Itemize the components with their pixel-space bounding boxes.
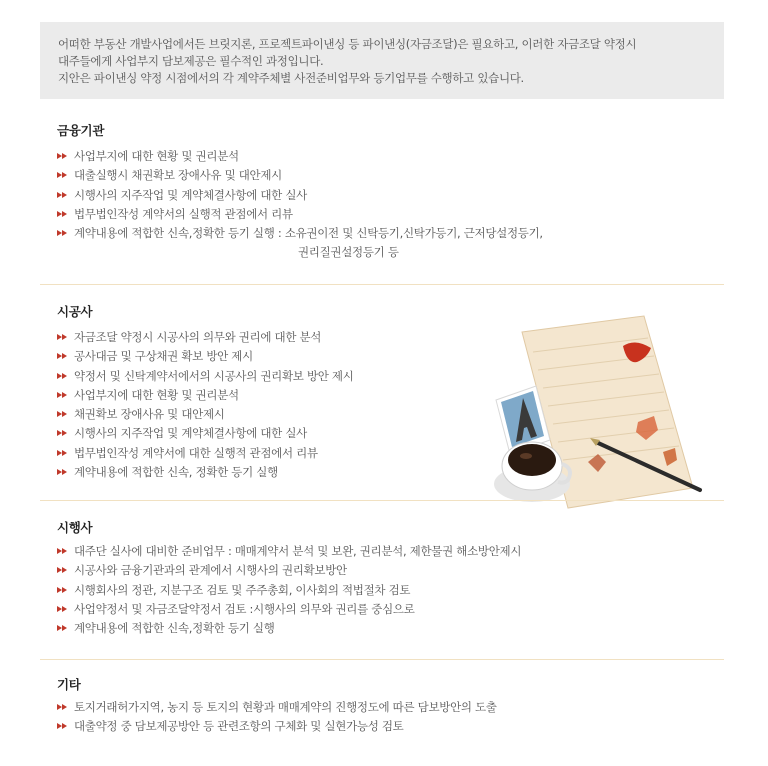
intro-box: [40, 22, 724, 99]
list-item: 시공사와 금융기관과의 관계에서 시행사의 권리확보방안: [57, 561, 521, 580]
list-item: 사업부지에 대한 현황 및 권리분석: [57, 147, 543, 166]
double-arrow-bullet-icon: [57, 334, 70, 341]
double-arrow-bullet-icon: [57, 353, 70, 360]
double-arrow-bullet-icon: [57, 625, 70, 632]
section-divider: [40, 284, 724, 285]
double-arrow-bullet-icon: [57, 153, 70, 160]
section-divider: [40, 659, 724, 660]
list-item: 대출실행시 채권확보 장애사유 및 대안제시: [57, 166, 543, 185]
double-arrow-bullet-icon: [57, 392, 70, 399]
item-list: [57, 147, 543, 263]
double-arrow-bullet-icon: [57, 172, 70, 179]
section-title: 기타: [57, 677, 81, 692]
list-item: 약정서 및 신탁계약서에서의 시공사의 권리확보 방안 제시: [57, 367, 354, 386]
list-item: 계약내용에 적합한 신속,정확한 등기 실행 : 소유권이전 및 신탁등기,신탁가등기, 근저당설정등기,: [57, 224, 543, 243]
double-arrow-bullet-icon: [57, 704, 70, 711]
section-title: 시행사: [57, 520, 93, 535]
double-arrow-bullet-icon: [57, 211, 70, 218]
double-arrow-bullet-icon: [57, 723, 70, 730]
double-arrow-bullet-icon: [57, 469, 70, 476]
double-arrow-bullet-icon: [57, 411, 70, 418]
list-item: 공사대금 및 구상채권 확보 방안 제시: [57, 347, 354, 366]
list-item: 계약내용에 적합한 신속,정확한 등기 실행: [57, 619, 521, 638]
item-list: [57, 328, 354, 482]
list-item: 시행사의 지주작업 및 계약체결사항에 대한 실사: [57, 424, 354, 443]
double-arrow-bullet-icon: [57, 230, 70, 237]
double-arrow-bullet-icon: [57, 548, 70, 555]
list-item: 토지거래허가지역, 농지 등 토지의 현황과 매매계약의 진행정도에 따른 담보방안의 도출: [57, 698, 497, 717]
list-item: 자금조달 약정시 시공사의 의무와 권리에 대한 분석: [57, 328, 354, 347]
intro-line: 어떠한 부동산 개발사업에서든 브릿지론, 프로젝트파이낸싱 등 파이낸싱(자금조달)은 필요하고, 이러한 자금조달 약정시: [58, 37, 637, 51]
list-item: 채권확보 장애사유 및 대안제시: [57, 405, 354, 424]
item-list: [57, 698, 497, 737]
item-list: [57, 542, 521, 638]
double-arrow-bullet-icon: [57, 606, 70, 613]
double-arrow-bullet-icon: [57, 587, 70, 594]
list-item: 사업약정서 및 자금조달약정서 검토 :시행사의 의무와 권리를 중심으로: [57, 600, 521, 619]
double-arrow-bullet-icon: [57, 567, 70, 574]
list-item: 대주단 실사에 대비한 준비업무 : 매매계약서 분석 및 보완, 권리분석, 제한물권 해소방안제시: [57, 542, 521, 561]
list-item: 대출약정 중 담보제공방안 등 관련조항의 구체화 및 실현가능성 검토: [57, 717, 497, 736]
list-item: 시행사의 지주작업 및 계약체결사항에 대한 실사: [57, 186, 543, 205]
intro-line: 대주들에게 사업부지 담보제공은 필수적인 과정입니다.: [58, 54, 324, 68]
double-arrow-bullet-icon: [57, 373, 70, 380]
list-item: 법무법인작성 계약서의 실행적 관점에서 리뷰: [57, 205, 543, 224]
double-arrow-bullet-icon: [57, 192, 70, 199]
double-arrow-bullet-icon: [57, 450, 70, 457]
intro-line: 지안은 파이낸싱 약정 시점에서의 각 계약주체별 사전준비업무와 등기업무를 수행하고 있습니다.: [58, 71, 524, 85]
list-item: 사업부지에 대한 현황 및 권리분석: [57, 386, 354, 405]
section-title: 시공사: [57, 304, 93, 319]
double-arrow-bullet-icon: [57, 430, 70, 437]
stationery-illustration: [488, 312, 708, 512]
list-item: 법무법인작성 계약서에 대한 실행적 관점에서 리뷰: [57, 444, 354, 463]
section-divider: [40, 500, 724, 501]
list-item-continuation: 권리질권설정등기 등: [298, 245, 399, 260]
list-item: 계약내용에 적합한 신속, 정확한 등기 실행: [57, 463, 354, 482]
section-title: 금융기관: [57, 123, 105, 138]
list-item: 시행회사의 정관, 지분구조 검토 및 주주총회, 이사회의 적법절차 검토: [57, 581, 521, 600]
